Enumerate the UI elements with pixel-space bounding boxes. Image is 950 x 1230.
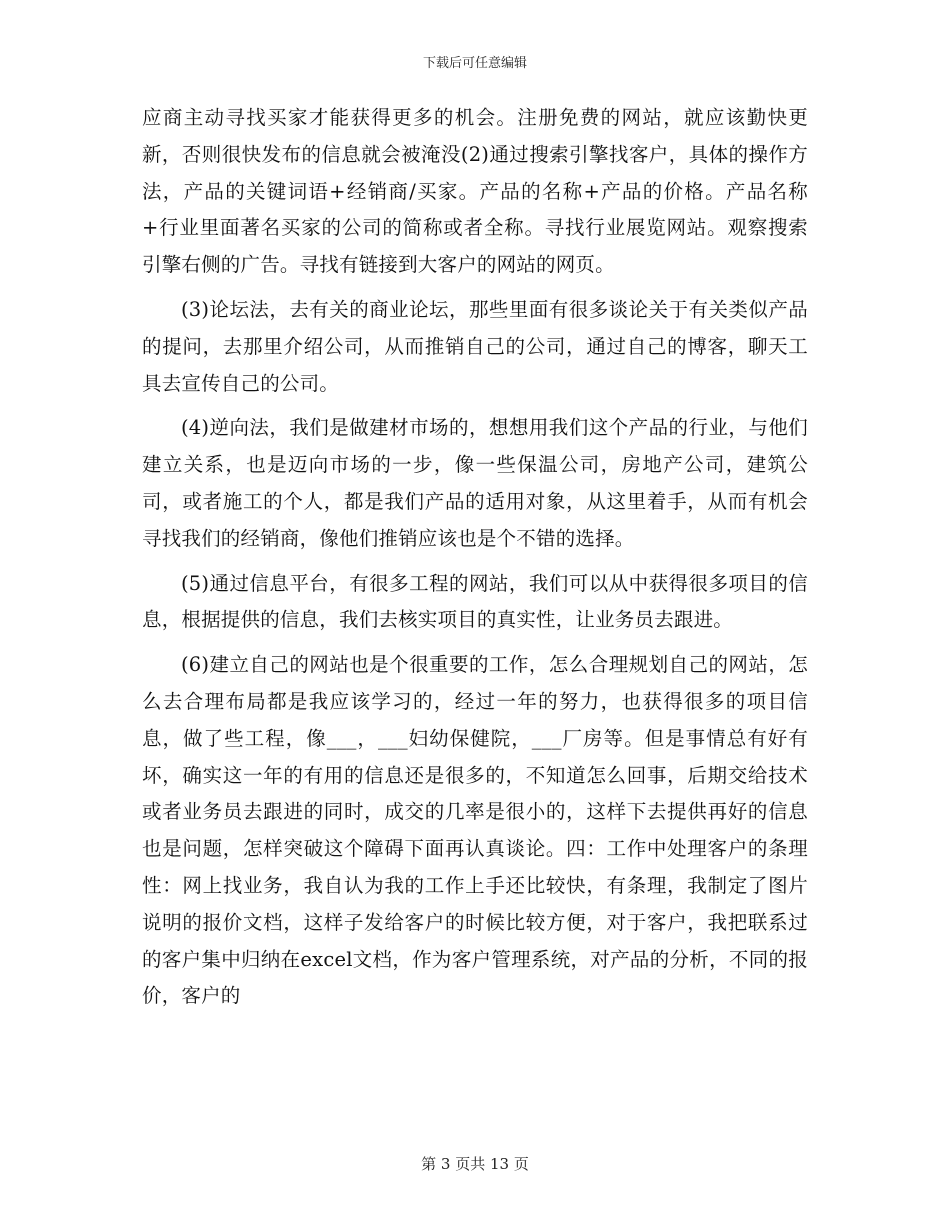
page-header: 下载后可任意编辑 [422, 56, 527, 71]
document-body [142, 100, 808, 1023]
paragraph-1: 应商主动寻找买家才能获得更多的机会。注册免费的网站，就应该勤快更新，否则很快发布的信息就会被淹没(2)通过搜索引擎找客户，具体的操作方法，产品的关键词语+经销商/买家。产品的名称+产品的价格。产品名称+行业里面著名买家的公司的简称或者全称。寻找行业展览网站。观察搜索引擎右侧的广告。寻找有链接到大客户的网站的网页。 [142, 106, 808, 277]
paragraph-5: (6)建立自己的网站也是个很重要的工作，怎么合理规划自己的网站，怎么去合理布局都是我应该学习的，经过一年的努力，也获得很多的项目信息，做了些工程，像___，___妇幼保健院，___厂房等。但是事情总有好有坏，确实这一年的有用的信息还是很多的，不知道怎么回事，后期交给技术或者业务员去跟进的同时，成交的几率是很小的，这样下去提供再好的信息也是问题，怎样突破这个障碍下面再认真谈论。四：工作中处理客户的条理性：网上找业务，我自认为我的工作上手还比较快，有条理，我制定了图片说明的报价文档，这样子发给客户的时候比较方便，对于客户，我把联系过的客户集中归纳在excel文档，作为客户管理系统，对产品的分析，不同的报价，客户的 [142, 653, 808, 1008]
paragraph-2: (3)论坛法，去有关的商业论坛，那些里面有很多谈论关于有关类似产品的提问，去那里介绍公司，从而推销自己的公司，通过自己的博客，聊天工具去宣传自己的公司。 [142, 297, 808, 395]
paragraph-3: (4)逆向法，我们是做建材市场的，想想用我们这个产品的行业，与他们建立关系，也是迈向市场的一步，像一些保温公司，房地产公司，建筑公司，或者施工的个人，都是我们产品的适用对象，从这里着手，从而有机会寻找我们的经销商，像他们推销应该也是个不错的选择。 [142, 416, 808, 550]
paragraph-4: (5)通过信息平台，有很多工程的网站，我们可以从中获得很多项目的信息，根据提供的信息，我们去核实项目的真实性，让业务员去跟进。 [142, 571, 808, 632]
page-footer: 第 3 页共 13 页 [421, 1155, 529, 1173]
